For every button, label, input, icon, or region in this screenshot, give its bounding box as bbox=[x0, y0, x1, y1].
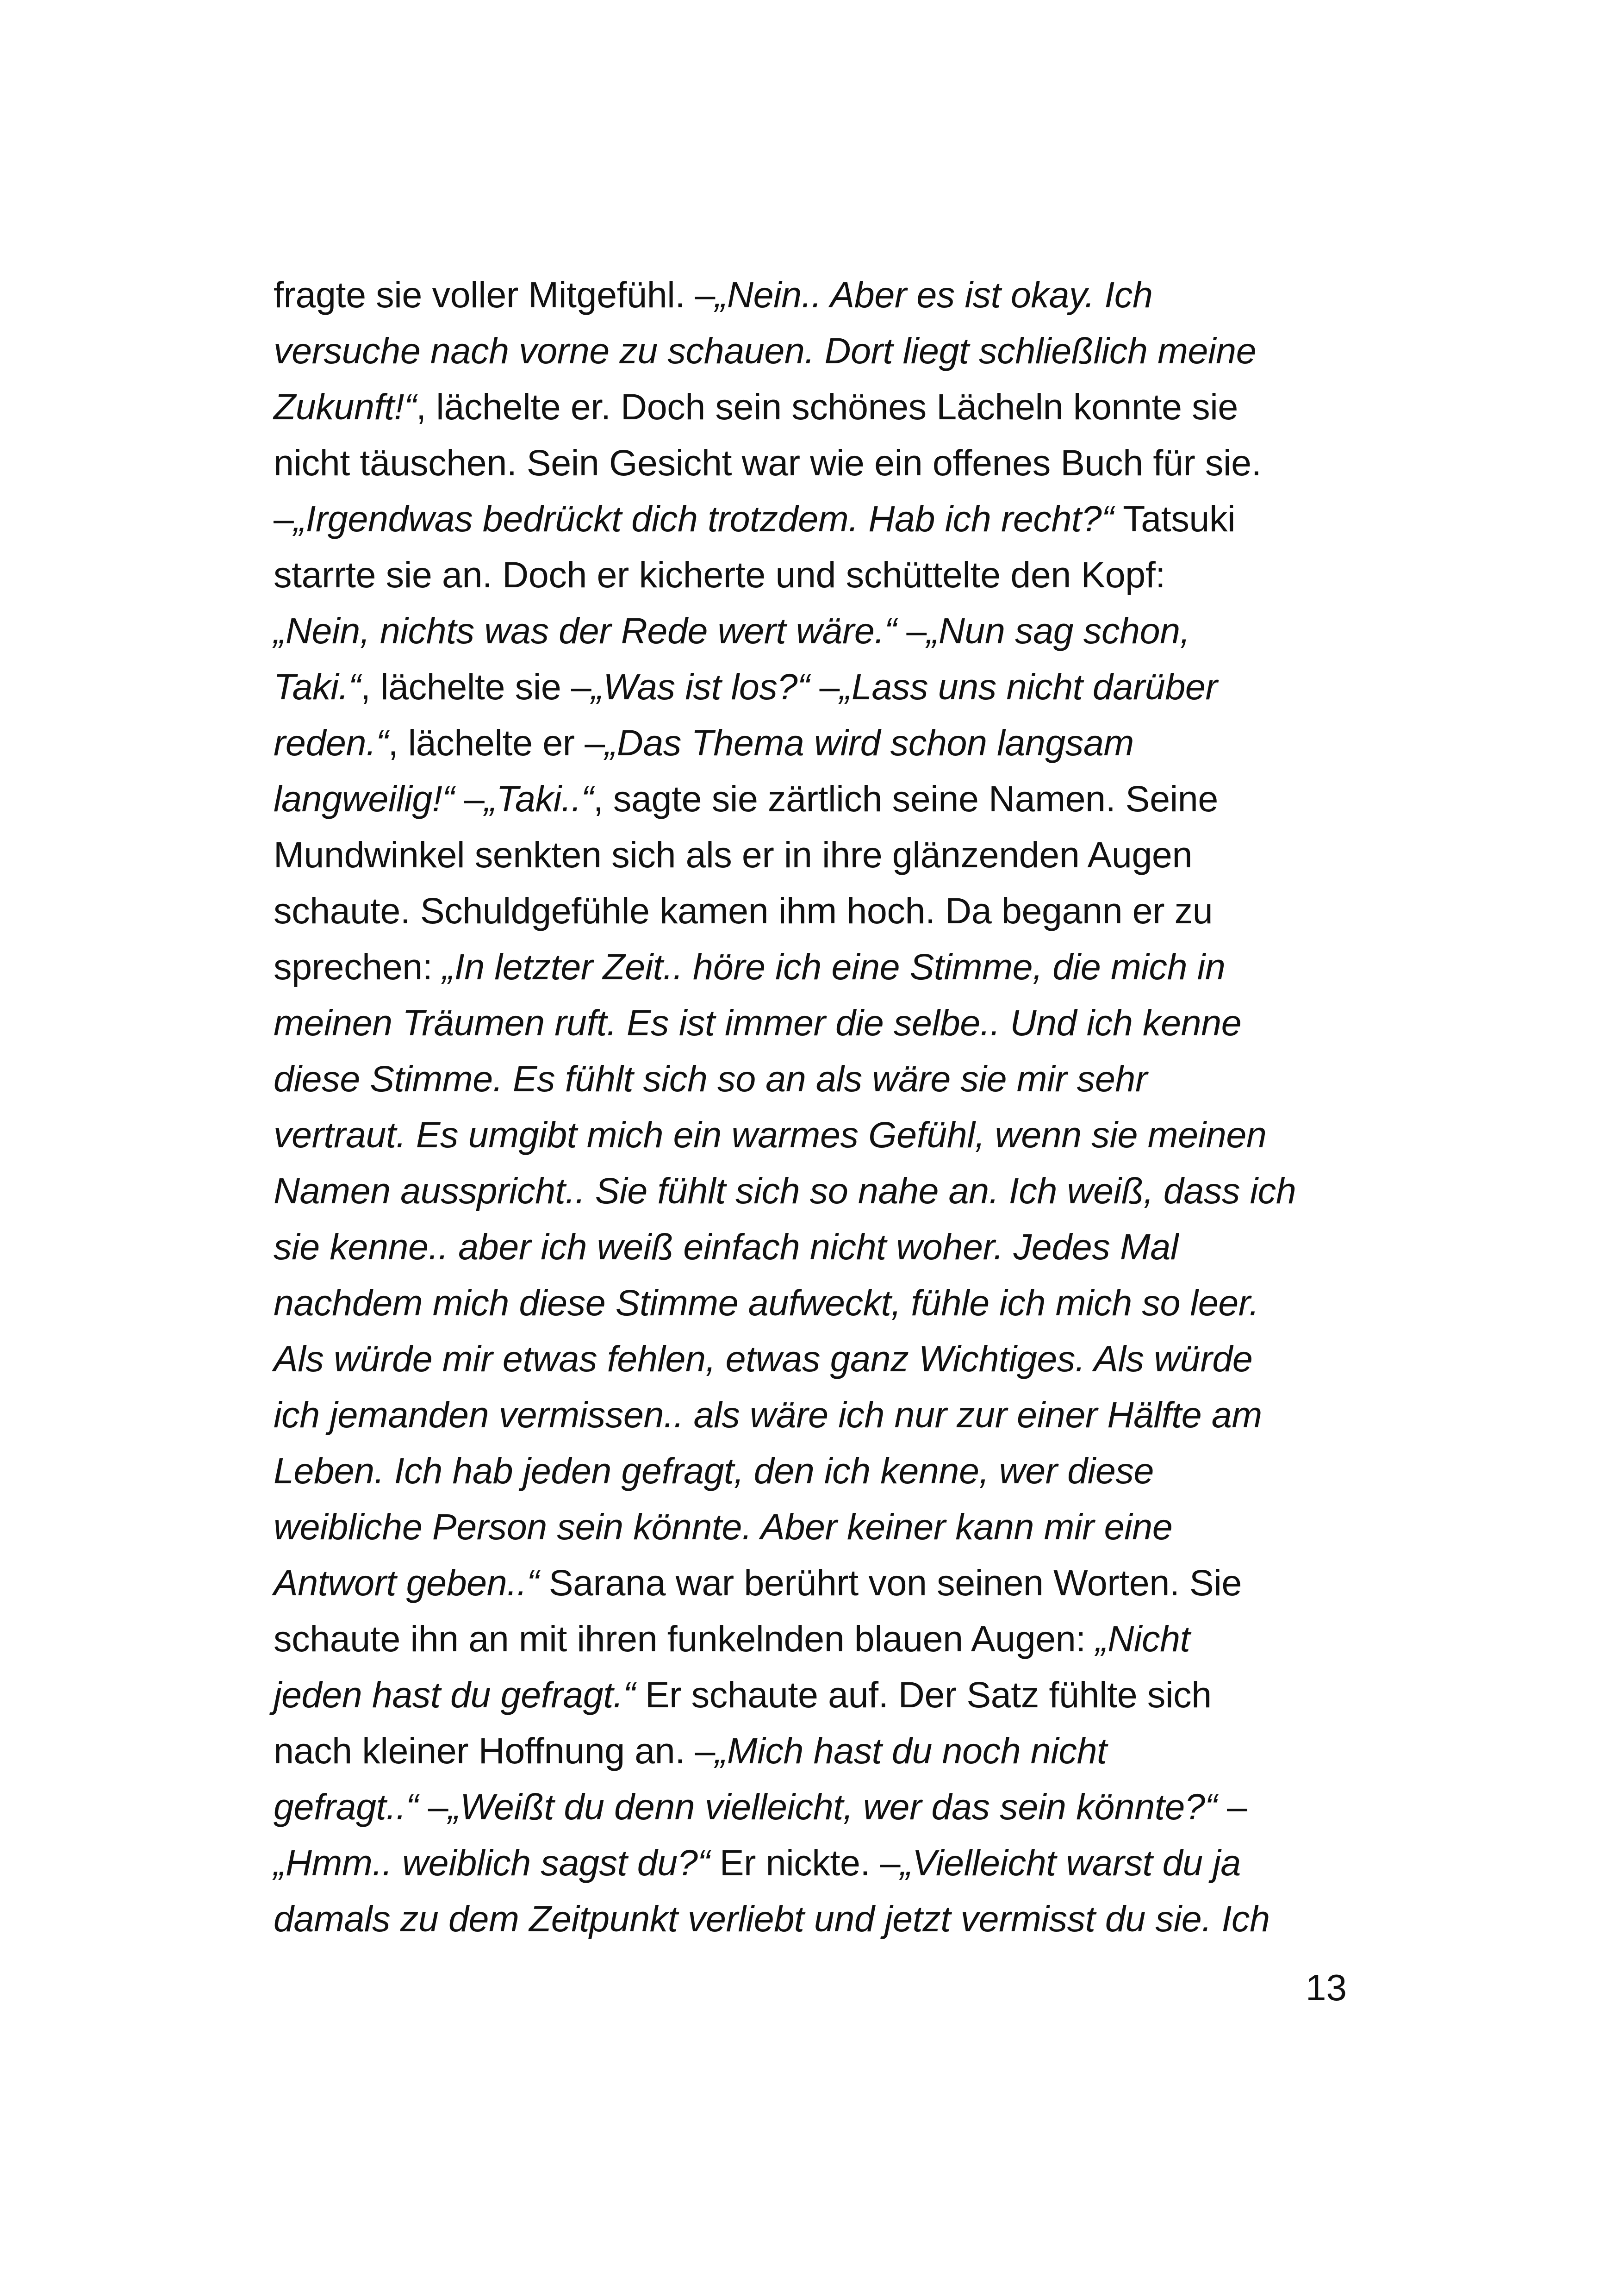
text-line bbox=[274, 1779, 1366, 1835]
text-line bbox=[274, 547, 1366, 603]
dialogue-segment: vertraut. Es umgibt mich ein warmes Gefühl, wenn sie meinen bbox=[274, 1114, 1267, 1155]
dialogue-segment: „In letzter Zeit.. höre ich eine Stimme, die mich in bbox=[442, 946, 1226, 987]
dialogue-segment: „Irgendwas bedrückt dich trotzdem. Hab ich recht?“ bbox=[293, 498, 1114, 539]
dialogue-segment: langweilig!“ bbox=[274, 778, 454, 819]
dialogue-segment: „Mich hast du noch nicht bbox=[715, 1730, 1107, 1771]
dialogue-segment: versuche nach vorne zu schauen. Dort liegt schließlich meine bbox=[274, 330, 1257, 371]
narration-segment: schaute. Schuldgefühle kamen ihm hoch. Da begann er zu bbox=[274, 890, 1213, 931]
dialogue-segment: nachdem mich diese Stimme aufweckt, fühle ich mich so leer. bbox=[274, 1282, 1259, 1323]
text-line bbox=[274, 603, 1366, 659]
narration-segment: – bbox=[274, 498, 294, 539]
text-line bbox=[274, 939, 1366, 995]
text-line bbox=[274, 1331, 1366, 1387]
body-text bbox=[274, 267, 1366, 1947]
dialogue-segment: „Lass uns nicht darüber bbox=[840, 666, 1218, 707]
text-line bbox=[274, 267, 1366, 323]
narration-segment: Sarana war berührt von seinen Worten. Sie bbox=[539, 1562, 1242, 1603]
narration-segment: fragte sie voller Mitgefühl. – bbox=[274, 274, 716, 315]
narration-segment: – bbox=[1217, 1786, 1247, 1827]
dialogue-segment: „Was ist los?“ bbox=[591, 666, 809, 707]
dialogue-segment: damals zu dem Zeitpunkt verliebt und jetzt vermisst du sie. Ich bbox=[274, 1898, 1270, 1939]
dialogue-segment: ich jemanden vermissen.. als wäre ich nur zur einer Hälfte am bbox=[274, 1394, 1262, 1435]
narration-segment: , lächelte sie – bbox=[360, 666, 591, 707]
text-line bbox=[274, 1835, 1366, 1891]
text-line bbox=[274, 1667, 1366, 1723]
dialogue-segment: meinen Träumen ruft. Es ist immer die selbe.. Und ich kenne bbox=[274, 1002, 1242, 1043]
dialogue-segment: „Vielleicht warst du ja bbox=[900, 1842, 1241, 1883]
dialogue-segment: gefragt..“ bbox=[274, 1786, 418, 1827]
text-line bbox=[274, 827, 1366, 883]
text-line bbox=[274, 1275, 1366, 1331]
text-line bbox=[274, 1107, 1366, 1163]
narration-segment: Er schaute auf. Der Satz fühlte sich bbox=[635, 1674, 1212, 1715]
dialogue-segment: „Hmm.. weiblich sagst du?“ bbox=[274, 1842, 710, 1883]
narration-segment: Er nickte. – bbox=[709, 1842, 901, 1883]
narration-segment: Mundwinkel senkten sich als er in ihre glänzenden Augen bbox=[274, 834, 1192, 875]
text-line bbox=[274, 1723, 1366, 1779]
text-line bbox=[274, 323, 1366, 379]
dialogue-segment: reden.“ bbox=[274, 722, 388, 763]
narration-segment: – bbox=[809, 666, 840, 707]
narration-segment: , lächelte er. Doch sein schönes Lächeln konnte sie bbox=[416, 386, 1238, 427]
dialogue-segment: „Das Thema wird schon langsam bbox=[604, 722, 1134, 763]
text-line bbox=[274, 1387, 1366, 1443]
dialogue-segment: „Nein, nichts was der Rede wert wäre.“ bbox=[274, 610, 896, 651]
text-line bbox=[274, 1499, 1366, 1555]
text-line bbox=[274, 659, 1366, 715]
dialogue-segment: jeden hast du gefragt.“ bbox=[274, 1674, 635, 1715]
text-line bbox=[274, 995, 1366, 1051]
narration-segment: starrte sie an. Doch er kicherte und schüttelte den Kopf: bbox=[274, 554, 1165, 595]
narration-segment: , sagte sie zärtlich seine Namen. Seine bbox=[593, 778, 1218, 819]
text-line bbox=[274, 1163, 1366, 1219]
dialogue-segment: sie kenne.. aber ich weiß einfach nicht woher. Jedes Mal bbox=[274, 1226, 1179, 1267]
dialogue-segment: Namen ausspricht.. Sie fühlt sich so nahe an. Ich weiß, dass ich bbox=[274, 1170, 1296, 1211]
dialogue-segment: weibliche Person sein könnte. Aber keiner kann mir eine bbox=[274, 1506, 1173, 1547]
page-number: 13 bbox=[1306, 1967, 1347, 2008]
text-line bbox=[274, 771, 1366, 827]
dialogue-segment: Leben. Ich hab jeden gefragt, den ich kenne, wer diese bbox=[274, 1450, 1154, 1491]
text-line bbox=[274, 1555, 1366, 1611]
narration-segment: Tatsuki bbox=[1114, 498, 1236, 539]
narration-segment: – bbox=[454, 778, 485, 819]
dialogue-segment: Antwort geben..“ bbox=[274, 1562, 539, 1603]
dialogue-segment: Taki.“ bbox=[274, 666, 361, 707]
text-line bbox=[274, 379, 1366, 435]
text-line bbox=[274, 1051, 1366, 1107]
text-line bbox=[274, 491, 1366, 547]
narration-segment: nicht täuschen. Sein Gesicht war wie ein offenes Buch für sie. bbox=[274, 442, 1262, 483]
text-line bbox=[274, 1611, 1366, 1667]
dialogue-segment: Zukunft!“ bbox=[274, 386, 417, 427]
dialogue-segment: diese Stimme. Es fühlt sich so an als wäre sie mir sehr bbox=[274, 1058, 1147, 1099]
narration-segment: schaute ihn an mit ihren funkelnden blauen Augen: bbox=[274, 1618, 1096, 1659]
narration-segment: – bbox=[418, 1786, 448, 1827]
dialogue-segment: „Taki..“ bbox=[484, 778, 593, 819]
text-line bbox=[274, 435, 1366, 491]
dialogue-segment: „Nicht bbox=[1095, 1618, 1190, 1659]
dialogue-segment: „Nun sag schon, bbox=[926, 610, 1190, 651]
narration-segment: sprechen: bbox=[274, 946, 442, 987]
text-line bbox=[274, 1891, 1366, 1947]
narration-segment: nach kleiner Hoffnung an. – bbox=[274, 1730, 715, 1771]
dialogue-segment: Als würde mir etwas fehlen, etwas ganz Wichtiges. Als würde bbox=[274, 1338, 1253, 1379]
narration-segment: – bbox=[896, 610, 927, 651]
text-line bbox=[274, 1219, 1366, 1275]
text-line bbox=[274, 883, 1366, 939]
dialogue-segment: „Nein.. Aber es ist okay. Ich bbox=[715, 274, 1153, 315]
dialogue-segment: „Weißt du denn vielleicht, wer das sein könnte?“ bbox=[448, 1786, 1217, 1827]
text-line bbox=[274, 715, 1366, 771]
narration-segment: , lächelte er – bbox=[388, 722, 605, 763]
text-line bbox=[274, 1443, 1366, 1499]
